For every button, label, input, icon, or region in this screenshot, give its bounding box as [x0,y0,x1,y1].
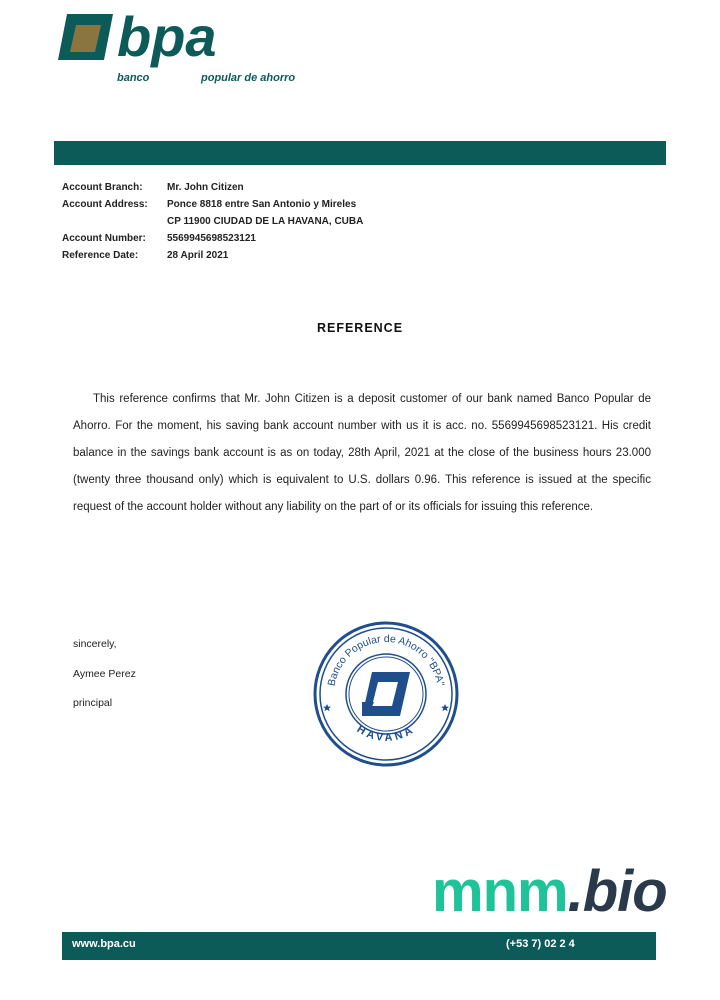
info-value: Ponce 8818 entre San Antonio y Mireles [167,199,357,210]
info-value: CP 11900 CIUDAD DE LA HAVANA, CUBA [167,216,364,227]
document-title: REFERENCE [316,321,404,335]
signature-name: Aymee Perez [73,668,136,680]
star-icon [323,704,331,711]
info-value: 28 April 2021 [167,250,229,261]
footer-phone: (+53 7) 02 2 4 [506,938,575,950]
seal-top-text: Banco Popular de Ahorro "BPA" [325,632,447,688]
footer-website-link[interactable]: www.bpa.cu [72,938,136,950]
reference-body: This reference confirms that Mr. John Citizen is a deposit customer of our bank named Banco Popular de Ahorro. For the moment, his saving bank account number with us it is acc. no. 5569945698523121. His credit balance in the savings bank account is as on today, 28th April, 2021 at the close of the business hours 23.000 (twenty three thousand only) which is equivalent to U.S. dollars 0.96. This reference is issued at the specific request of the account holder without any liability on the part of or its officials for issuing this reference. [73,393,651,513]
info-label: Account Address: [62,199,148,210]
watermark-part2: .bio [567,859,667,924]
signature-role: principal [73,697,113,709]
logo-subtitle-left: banco [117,72,150,84]
header-bar [54,141,666,165]
seal-bottom-text: HAVANA [354,723,418,745]
bpa-logo [55,10,365,84]
info-value: 5569945698523121 [167,233,256,244]
logo-text: bpa [117,10,217,68]
watermark-part1: mnm [432,859,568,924]
info-label: Account Number: [62,233,146,244]
info-label: Reference Date: [62,250,139,261]
bank-seal [312,620,460,768]
info-label: Account Branch: [62,182,143,193]
watermark [432,858,667,926]
signature-closing: sincerely, [73,638,117,650]
star-icon [441,704,449,711]
info-value: Mr. John Citizen [167,182,244,193]
logo-subtitle-right: popular de ahorro [201,72,296,84]
